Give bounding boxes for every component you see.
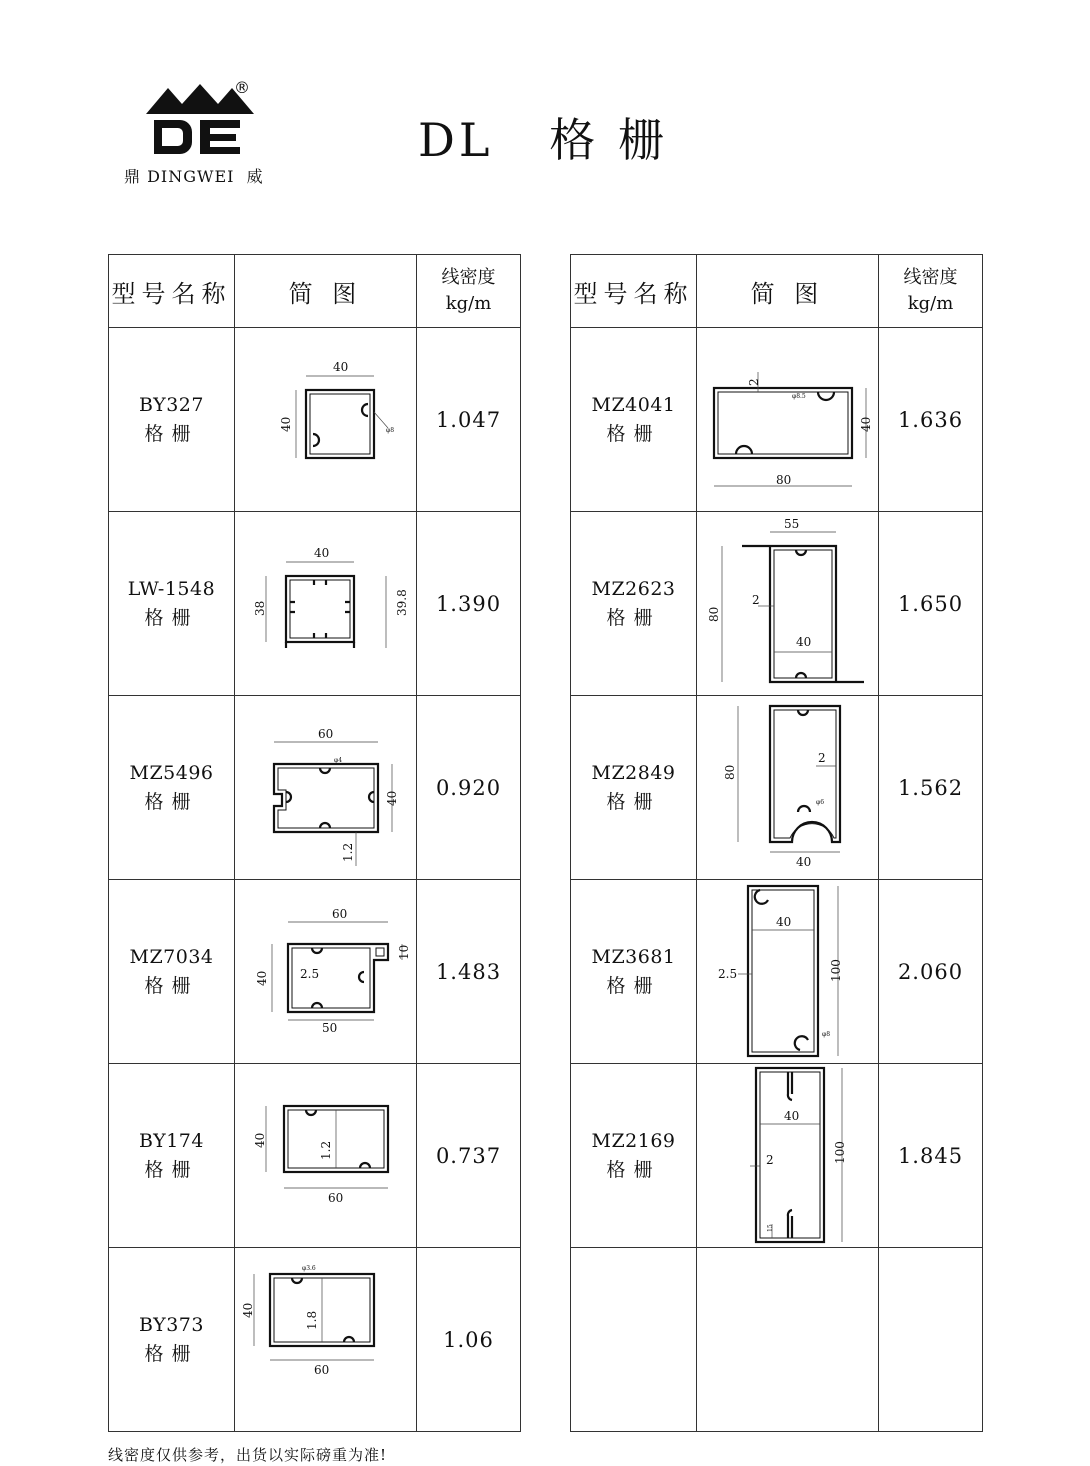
header-sketch: 简 图: [697, 255, 879, 328]
svg-text:40: 40: [254, 970, 269, 986]
svg-text:100: 100: [828, 959, 843, 982]
svg-text:40: 40: [313, 546, 329, 560]
empty-cell: [571, 1248, 697, 1432]
svg-text:60: 60: [317, 727, 333, 741]
profile-sketch: [697, 880, 879, 1064]
profile-sketch: [235, 696, 417, 880]
svg-text:2.5: 2.5: [299, 967, 319, 981]
density-value: 1.483: [417, 880, 521, 1064]
table-row: [571, 1064, 983, 1248]
right-header-row: [571, 255, 983, 328]
svg-text:10: 10: [396, 944, 411, 960]
model-cell: BY327 格栅: [109, 328, 235, 512]
svg-text:40: 40: [332, 360, 348, 374]
table-row: [571, 328, 983, 512]
svg-text:40: 40: [278, 416, 293, 432]
svg-text:50: 50: [321, 1021, 337, 1035]
svg-text:80: 80: [722, 764, 737, 780]
density-value: 1.562: [879, 696, 983, 880]
model-cell: MZ5496 格栅: [109, 696, 235, 880]
table-row: [571, 512, 983, 696]
svg-text:φ4: φ4: [333, 757, 342, 764]
svg-text:39.8: 39.8: [394, 589, 409, 616]
model-cell: BY373 格栅: [109, 1248, 235, 1432]
svg-text:40: 40: [783, 1109, 799, 1123]
model-cell: BY174 格栅: [109, 1064, 235, 1248]
profile-sketch: [697, 328, 879, 512]
header-sketch: 简 图: [235, 255, 417, 328]
density-value: 1.845: [879, 1064, 983, 1248]
footnote: 线密度仅供参考，出货以实际磅重为准!: [108, 1446, 388, 1464]
table-row: [571, 696, 983, 880]
svg-text:2: 2: [746, 378, 761, 386]
profile-sketch: [235, 328, 417, 512]
svg-text:φ3.6: φ3.6: [301, 1265, 316, 1272]
svg-text:2.5: 2.5: [717, 967, 737, 981]
density-value: 1.06: [417, 1248, 521, 1432]
table-row: [109, 1064, 521, 1248]
svg-text:40: 40: [775, 915, 791, 929]
profile-sketch: [697, 1064, 879, 1248]
svg-text:40: 40: [384, 790, 399, 806]
svg-text:1.2: 1.2: [340, 842, 355, 862]
svg-text:80: 80: [775, 473, 791, 487]
model-cell: MZ2169 格栅: [571, 1064, 697, 1248]
table-row-empty: [571, 1248, 983, 1432]
registered-mark: ®: [234, 78, 250, 97]
model-cell: MZ2849 格栅: [571, 696, 697, 880]
header-model: 型号名称: [571, 255, 697, 328]
table-row: [109, 512, 521, 696]
svg-text:60: 60: [331, 907, 347, 921]
table-row: [109, 880, 521, 1064]
profile-sketch: [697, 512, 879, 696]
profile-sketch: [697, 696, 879, 880]
logo-text: 鼎 DINGWEI 威: [124, 167, 264, 186]
svg-text:1.2: 1.2: [318, 1140, 333, 1160]
empty-cell: [879, 1248, 983, 1432]
svg-text:100: 100: [832, 1141, 847, 1164]
density-value: 1.650: [879, 512, 983, 696]
svg-text:φ8: φ8: [385, 427, 394, 434]
empty-cell: [697, 1248, 879, 1432]
svg-text:40: 40: [795, 855, 811, 869]
svg-text:60: 60: [313, 1363, 329, 1377]
svg-text:60: 60: [327, 1191, 343, 1205]
svg-text:40: 40: [252, 1132, 267, 1148]
table-row: [571, 880, 983, 1064]
svg-text:2: 2: [765, 1153, 774, 1167]
table-row: [109, 328, 521, 512]
table-row: [109, 1248, 521, 1432]
model-cell: MZ3681 格栅: [571, 880, 697, 1064]
profile-sketch: [235, 1248, 417, 1432]
svg-text:φ8: φ8: [821, 1031, 830, 1038]
svg-text:55: 55: [783, 517, 799, 531]
header-model: 型号名称: [109, 255, 235, 328]
table-row: [109, 696, 521, 880]
model-cell: MZ4041 格栅: [571, 328, 697, 512]
svg-text:40: 40: [240, 1302, 255, 1318]
svg-text:40: 40: [858, 416, 873, 432]
density-value: 0.920: [417, 696, 521, 880]
profile-sketch: [235, 880, 417, 1064]
svg-text:15: 15: [766, 1224, 774, 1232]
header-density: 线密度 kg/m: [879, 255, 983, 328]
model-cell: MZ7034 格栅: [109, 880, 235, 1064]
left-header-row: [109, 255, 521, 328]
profile-sketch: [235, 512, 417, 696]
density-value: 2.060: [879, 880, 983, 1064]
svg-text:40: 40: [795, 635, 811, 649]
svg-text:2: 2: [751, 593, 760, 607]
svg-text:φ6: φ6: [815, 799, 824, 806]
header-density: 线密度 kg/m: [417, 255, 521, 328]
density-value: 0.737: [417, 1064, 521, 1248]
left-table: [108, 254, 521, 1432]
svg-text:38: 38: [252, 600, 267, 616]
profile-sketch: [235, 1064, 417, 1248]
density-value: 1.390: [417, 512, 521, 696]
svg-text:80: 80: [706, 606, 721, 622]
right-table: [570, 254, 983, 1432]
density-value: 1.047: [417, 328, 521, 512]
model-cell: LW-1548 格栅: [109, 512, 235, 696]
svg-text:2: 2: [817, 751, 826, 765]
model-cell: MZ2623 格栅: [571, 512, 697, 696]
svg-text:1.8: 1.8: [304, 1310, 319, 1330]
page-title: DL 格 栅: [418, 113, 668, 167]
density-value: 1.636: [879, 328, 983, 512]
svg-text:φ8.5: φ8.5: [791, 393, 806, 400]
